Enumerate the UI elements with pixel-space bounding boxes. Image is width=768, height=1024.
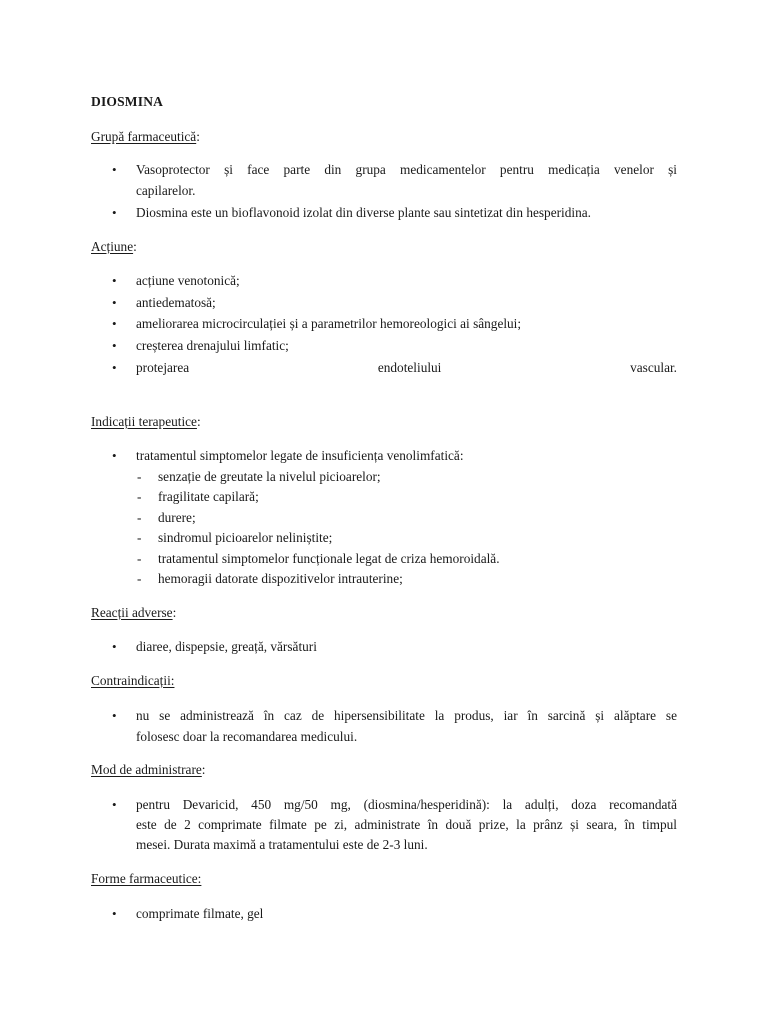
heading-suffix: : bbox=[196, 414, 201, 429]
dash-marker: - bbox=[137, 530, 142, 545]
heading-suffix: : bbox=[172, 605, 177, 620]
bullet-icon: • bbox=[112, 906, 117, 921]
sub-list-item: fragilitate capilară; bbox=[158, 489, 259, 504]
bullet-icon: • bbox=[112, 205, 117, 220]
list-item-continuation: folosesc doar la recomandarea medicului. bbox=[136, 729, 358, 744]
sub-list-item: sindromul picioarelor neliniștite; bbox=[158, 530, 333, 545]
list-item: comprimate filmate, gel bbox=[136, 906, 264, 921]
sub-list-item: senzație de greutate la nivelul picioarelor; bbox=[158, 469, 381, 484]
bullet-icon: • bbox=[112, 448, 117, 463]
bullet-icon: • bbox=[112, 360, 117, 375]
bullet-icon: • bbox=[112, 295, 117, 310]
bullet-icon: • bbox=[112, 797, 117, 812]
sub-list-item: tratamentul simptomelor funcționale legat de criza hemoroidală. bbox=[158, 551, 500, 566]
list-item: tratamentul simptomelor legate de insuficiența venolimfatică: bbox=[136, 448, 464, 463]
sub-list-item: hemoragii datorate dispozitivelor intrauterine; bbox=[158, 571, 403, 586]
list-item: nu se administrează în caz de hipersensibilitate la produs, iar în sarcină și alăptare se bbox=[136, 708, 677, 723]
list-item-continuation: este de 2 comprimate filmate pe zi, administrate în două prize, la prânz și seara, în timpul bbox=[136, 817, 677, 832]
dash-marker: - bbox=[137, 489, 142, 504]
bullet-icon: • bbox=[112, 338, 117, 353]
list-item-continuation: capilarelor. bbox=[136, 183, 196, 198]
word: vascular. bbox=[630, 360, 677, 375]
list-item: antiedematosă; bbox=[136, 295, 216, 310]
word: endoteliului bbox=[377, 360, 442, 375]
section-heading-indicatii bbox=[91, 413, 201, 431]
section-heading-grupa bbox=[91, 128, 200, 146]
list-item: pentru Devaricid, 450 mg/50 mg, (diosmina/hesperidină): la adulți, doza recomandată bbox=[136, 797, 677, 812]
heading-text: Grupă farmaceutică bbox=[91, 129, 197, 144]
list-item-continuation: mesei. Durata maximă a tratamentului este de 2-3 luni. bbox=[136, 837, 428, 852]
list-item-justified bbox=[136, 358, 677, 379]
section-heading-contraindicatii bbox=[91, 672, 174, 690]
bullet-icon: • bbox=[112, 708, 117, 723]
heading-suffix: : bbox=[201, 762, 206, 777]
bullet-icon: • bbox=[112, 639, 117, 654]
document-title: DIOSMINA bbox=[91, 94, 164, 109]
heading-text: Contraindicații: bbox=[91, 673, 175, 688]
dash-marker: - bbox=[137, 469, 142, 484]
list-item: Vasoprotector și face parte din grupa medicamentelor pentru medicația venelor și bbox=[136, 162, 677, 177]
heading-text: Indicații terapeutice bbox=[91, 414, 197, 429]
section-heading-forme bbox=[91, 870, 201, 888]
dash-marker: - bbox=[137, 571, 142, 586]
heading-suffix: : bbox=[196, 129, 200, 144]
heading-text: Reacții adverse bbox=[91, 605, 173, 620]
heading-text: Mod de administrare bbox=[91, 762, 202, 777]
section-heading-mod bbox=[91, 761, 205, 779]
list-item: diaree, dispepsie, greață, vărsături bbox=[136, 639, 317, 654]
list-item: ameliorarea microcirculației și a parametrilor hemoreologici ai sângelui; bbox=[136, 316, 522, 331]
dash-marker: - bbox=[137, 551, 142, 566]
bullet-icon: • bbox=[112, 162, 117, 177]
bullet-icon: • bbox=[112, 273, 117, 288]
heading-text: Forme farmaceutice: bbox=[91, 871, 202, 886]
list-item: creșterea drenajului limfatic; bbox=[136, 338, 289, 353]
word: protejarea bbox=[136, 360, 190, 375]
section-heading-reactii bbox=[91, 604, 176, 622]
bullet-icon: • bbox=[112, 316, 117, 331]
dash-marker: - bbox=[137, 510, 142, 525]
section-heading-actiune bbox=[91, 238, 137, 256]
list-item: acțiune venotonică; bbox=[136, 273, 240, 288]
list-item: Diosmina este un bioflavonoid izolat din diverse plante sau sintetizat din hesperidina. bbox=[136, 205, 591, 220]
heading-suffix: : bbox=[133, 239, 137, 254]
heading-text: Acțiune bbox=[91, 239, 134, 254]
sub-list-item: durere; bbox=[158, 510, 196, 525]
